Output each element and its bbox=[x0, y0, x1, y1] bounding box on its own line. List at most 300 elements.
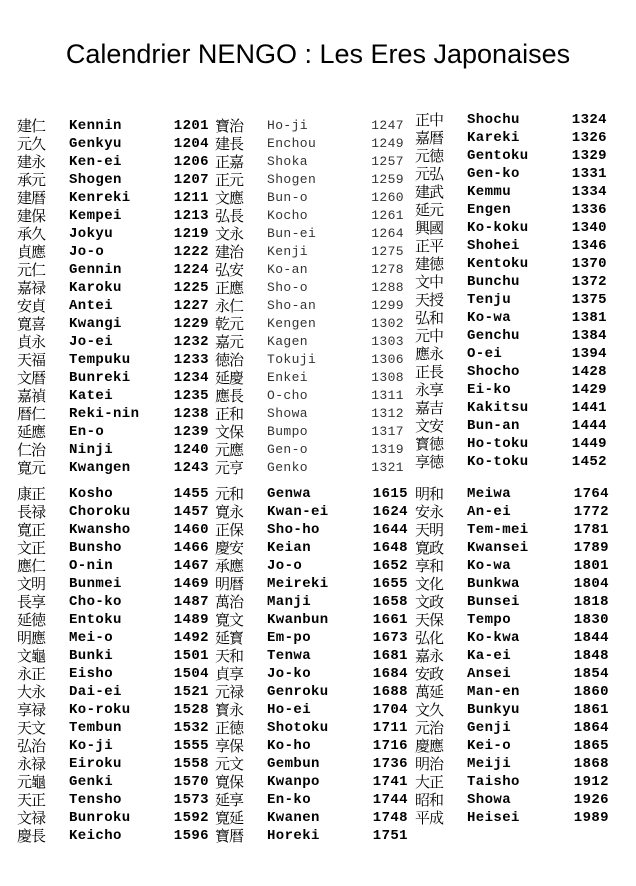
era-kanji: 元禄 bbox=[215, 683, 244, 701]
era-year: 1302 bbox=[371, 316, 404, 331]
era-name: Choroku bbox=[69, 504, 131, 520]
era-row bbox=[215, 279, 404, 297]
era-kanji: 享禄 bbox=[17, 701, 46, 719]
era-kanji: 寛文 bbox=[215, 611, 244, 629]
era-year: 1818 bbox=[573, 594, 609, 610]
era-kanji: 應長 bbox=[215, 387, 244, 405]
era-year: 1469 bbox=[173, 576, 209, 592]
era-kanji: 寳徳 bbox=[415, 435, 444, 453]
era-year: 1346 bbox=[571, 238, 607, 254]
era-name: Ko-ho bbox=[267, 738, 312, 754]
era-name: Kwanbun bbox=[267, 612, 329, 628]
era-row bbox=[415, 435, 607, 453]
era-name: Ko-an bbox=[267, 262, 309, 277]
era-name: An-ei bbox=[467, 504, 512, 520]
era-row bbox=[415, 809, 609, 827]
era-row bbox=[415, 453, 607, 471]
era-name: Enkei bbox=[267, 370, 309, 385]
era-kanji: 長享 bbox=[17, 593, 46, 611]
era-row bbox=[215, 441, 404, 459]
era-row bbox=[17, 225, 209, 243]
era-row bbox=[17, 575, 209, 593]
era-kanji: 嘉吉 bbox=[415, 399, 444, 417]
era-kanji: 弘安 bbox=[215, 261, 244, 279]
era-name: Genki bbox=[69, 774, 114, 790]
era-kanji: 天正 bbox=[17, 791, 46, 809]
era-name: Kakitsu bbox=[467, 400, 529, 416]
era-year: 1868 bbox=[573, 756, 609, 772]
era-name: Kosho bbox=[69, 486, 114, 502]
era-year: 1303 bbox=[371, 334, 404, 349]
era-year: 1801 bbox=[573, 558, 609, 574]
era-name: Kwangen bbox=[69, 460, 131, 476]
era-year: 1573 bbox=[173, 792, 209, 808]
era-year: 1528 bbox=[173, 702, 209, 718]
era-year: 1532 bbox=[173, 720, 209, 736]
era-year: 1489 bbox=[173, 612, 209, 628]
era-row bbox=[17, 557, 209, 575]
page-title: Calendrier NENGO : Les Eres Japonaises bbox=[65, 39, 571, 69]
era-kanji: 延寳 bbox=[215, 629, 244, 647]
era-row bbox=[415, 363, 607, 381]
era-kanji: 建武 bbox=[415, 183, 444, 201]
era-kanji: 元龜 bbox=[17, 773, 46, 791]
era-year: 1234 bbox=[173, 370, 209, 386]
era-kanji: 天文 bbox=[17, 719, 46, 737]
era-year: 1227 bbox=[173, 298, 209, 314]
era-row bbox=[17, 279, 209, 297]
era-year: 1331 bbox=[571, 166, 607, 182]
era-kanji: 承久 bbox=[17, 225, 46, 243]
era-kanji: 文明 bbox=[17, 575, 46, 593]
era-year: 1321 bbox=[371, 460, 404, 475]
era-year: 1592 bbox=[173, 810, 209, 826]
era-name: Jokyu bbox=[69, 226, 114, 242]
era-kanji: 文正 bbox=[17, 539, 46, 557]
era-name: Shochu bbox=[467, 112, 520, 128]
era-kanji: 元久 bbox=[17, 135, 46, 153]
era-name: Genwa bbox=[267, 486, 312, 502]
era-kanji: 明暦 bbox=[215, 575, 244, 593]
era-kanji: 寛喜 bbox=[17, 315, 46, 333]
era-name: Gembun bbox=[267, 756, 320, 772]
era-year: 1487 bbox=[173, 594, 209, 610]
era-name: Kei-o bbox=[467, 738, 512, 754]
era-row bbox=[17, 629, 209, 647]
era-column-2 bbox=[215, 117, 404, 477]
era-year: 1644 bbox=[372, 522, 408, 538]
era-row bbox=[215, 225, 404, 243]
era-year: 1278 bbox=[371, 262, 404, 277]
era-year: 1243 bbox=[173, 460, 209, 476]
era-name: Jo-ko bbox=[267, 666, 312, 682]
era-year: 1211 bbox=[173, 190, 209, 206]
era-row bbox=[415, 201, 607, 219]
era-row bbox=[215, 405, 404, 423]
era-kanji: 建徳 bbox=[415, 255, 444, 273]
era-year: 1467 bbox=[173, 558, 209, 574]
era-row bbox=[415, 575, 609, 593]
era-name: Sho-o bbox=[267, 280, 309, 295]
era-name: Bunreki bbox=[69, 370, 131, 386]
era-year: 1736 bbox=[372, 756, 408, 772]
era-row bbox=[17, 539, 209, 557]
era-year: 1658 bbox=[372, 594, 408, 610]
era-kanji: 弘化 bbox=[415, 629, 444, 647]
era-row bbox=[415, 381, 607, 399]
era-row bbox=[215, 755, 408, 773]
era-name: Ansei bbox=[467, 666, 512, 682]
era-year: 1261 bbox=[371, 208, 404, 223]
era-year: 1372 bbox=[571, 274, 607, 290]
era-kanji: 明和 bbox=[415, 485, 444, 503]
era-row bbox=[215, 575, 408, 593]
era-name: Ho-ei bbox=[267, 702, 312, 718]
era-year: 1624 bbox=[372, 504, 408, 520]
era-name: Shohei bbox=[467, 238, 520, 254]
era-year: 1308 bbox=[371, 370, 404, 385]
era-name: Ko-wa bbox=[467, 310, 512, 326]
era-kanji: 正平 bbox=[415, 237, 444, 255]
era-kanji: 建永 bbox=[17, 153, 46, 171]
era-row bbox=[215, 503, 408, 521]
era-year: 1324 bbox=[571, 112, 607, 128]
era-name: Jo-o bbox=[69, 244, 105, 260]
era-row bbox=[17, 719, 209, 737]
era-name: Shocho bbox=[467, 364, 520, 380]
era-row bbox=[415, 665, 609, 683]
era-year: 1830 bbox=[573, 612, 609, 628]
era-year: 1312 bbox=[371, 406, 404, 421]
era-year: 1741 bbox=[372, 774, 408, 790]
era-year: 1319 bbox=[371, 442, 404, 457]
era-name: Enchou bbox=[267, 136, 317, 151]
era-row bbox=[17, 207, 209, 225]
era-name: Bunkwa bbox=[467, 576, 520, 592]
era-name: Ko-kwa bbox=[467, 630, 520, 646]
era-row bbox=[17, 171, 209, 189]
era-year: 1288 bbox=[371, 280, 404, 295]
era-kanji: 慶長 bbox=[17, 827, 46, 845]
era-row bbox=[17, 189, 209, 207]
era-row bbox=[215, 243, 404, 261]
era-year: 1222 bbox=[173, 244, 209, 260]
era-year: 1336 bbox=[571, 202, 607, 218]
era-kanji: 慶應 bbox=[415, 737, 444, 755]
era-kanji: 元應 bbox=[215, 441, 244, 459]
era-year: 1326 bbox=[571, 130, 607, 146]
era-year: 1615 bbox=[372, 486, 408, 502]
era-kanji: 天和 bbox=[215, 647, 244, 665]
era-year: 1555 bbox=[173, 738, 209, 754]
era-name: Bumpo bbox=[267, 424, 309, 439]
era-name: Tenju bbox=[467, 292, 512, 308]
era-row bbox=[415, 309, 607, 327]
era-name: Jo-o bbox=[267, 558, 303, 574]
era-year: 1912 bbox=[573, 774, 609, 790]
era-name: Bunchu bbox=[467, 274, 520, 290]
era-year: 1751 bbox=[372, 828, 408, 844]
era-name: Kennin bbox=[69, 118, 122, 134]
era-kanji: 寛政 bbox=[415, 539, 444, 557]
era-kanji: 永享 bbox=[415, 381, 444, 399]
era-year: 1764 bbox=[573, 486, 609, 502]
era-name: Kenji bbox=[267, 244, 309, 259]
era-kanji: 寶暦 bbox=[215, 827, 244, 845]
era-year: 1804 bbox=[573, 576, 609, 592]
era-name: Ka-ei bbox=[467, 648, 512, 664]
era-name: Showa bbox=[267, 406, 309, 421]
era-name: Tokuji bbox=[267, 352, 317, 367]
era-kanji: 元仁 bbox=[17, 261, 46, 279]
era-kanji: 元徳 bbox=[415, 147, 444, 165]
era-kanji: 文中 bbox=[415, 273, 444, 291]
era-year: 1681 bbox=[372, 648, 408, 664]
era-kanji: 嘉禎 bbox=[17, 387, 46, 405]
era-year: 1233 bbox=[173, 352, 209, 368]
era-year: 1673 bbox=[372, 630, 408, 646]
era-row bbox=[17, 387, 209, 405]
era-row bbox=[415, 629, 609, 647]
era-year: 1201 bbox=[173, 118, 209, 134]
era-year: 1704 bbox=[372, 702, 408, 718]
era-year: 1441 bbox=[571, 400, 607, 416]
era-kanji: 天授 bbox=[415, 291, 444, 309]
era-kanji: 延享 bbox=[215, 791, 244, 809]
era-kanji: 弘長 bbox=[215, 207, 244, 225]
era-name: Genkyu bbox=[69, 136, 122, 152]
era-name: Kwanpo bbox=[267, 774, 320, 790]
era-kanji: 寛永 bbox=[215, 503, 244, 521]
era-year: 1926 bbox=[573, 792, 609, 808]
era-name: Kareki bbox=[467, 130, 520, 146]
era-row bbox=[17, 117, 209, 135]
era-row bbox=[415, 719, 609, 737]
era-year: 1596 bbox=[173, 828, 209, 844]
era-row bbox=[215, 737, 408, 755]
era-kanji: 正長 bbox=[415, 363, 444, 381]
era-kanji: 享保 bbox=[215, 737, 244, 755]
era-row bbox=[415, 327, 607, 345]
era-name: Ken-ei bbox=[69, 154, 122, 170]
era-year: 1504 bbox=[173, 666, 209, 682]
era-column-1 bbox=[17, 117, 209, 477]
era-name: Bun-an bbox=[467, 418, 520, 434]
era-year: 1381 bbox=[571, 310, 607, 326]
era-row bbox=[215, 485, 408, 503]
era-year: 1334 bbox=[571, 184, 607, 200]
era-name: Sho-an bbox=[267, 298, 317, 313]
era-kanji: 萬治 bbox=[215, 593, 244, 611]
era-year: 1844 bbox=[573, 630, 609, 646]
era-row bbox=[17, 333, 209, 351]
era-name: Kwansho bbox=[69, 522, 131, 538]
era-year: 1229 bbox=[173, 316, 209, 332]
era-name: Showa bbox=[467, 792, 512, 808]
era-kanji: 寛延 bbox=[215, 809, 244, 827]
era-kanji: 康正 bbox=[17, 485, 46, 503]
era-kanji: 大永 bbox=[17, 683, 46, 701]
era-name: Bunkyu bbox=[467, 702, 520, 718]
era-kanji: 天福 bbox=[17, 351, 46, 369]
era-name: Dai-ei bbox=[69, 684, 122, 700]
era-year: 1684 bbox=[372, 666, 408, 682]
era-name: Tembun bbox=[69, 720, 122, 736]
era-year: 1394 bbox=[571, 346, 607, 362]
era-row bbox=[17, 791, 209, 809]
era-year: 1455 bbox=[173, 486, 209, 502]
era-row bbox=[215, 261, 404, 279]
era-year: 1744 bbox=[372, 792, 408, 808]
era-row bbox=[215, 791, 408, 809]
era-year: 1370 bbox=[571, 256, 607, 272]
era-name: Bunsei bbox=[467, 594, 520, 610]
era-row bbox=[415, 291, 607, 309]
era-kanji: 延元 bbox=[415, 201, 444, 219]
era-row bbox=[415, 521, 609, 539]
era-row bbox=[215, 459, 404, 477]
era-row bbox=[415, 773, 609, 791]
era-row bbox=[17, 521, 209, 539]
era-kanji: 長禄 bbox=[17, 503, 46, 521]
era-name: Shogen bbox=[69, 172, 122, 188]
era-kanji: 文應 bbox=[215, 189, 244, 207]
era-name: Ko-roku bbox=[69, 702, 131, 718]
era-row bbox=[415, 737, 609, 755]
era-kanji: 正徳 bbox=[215, 719, 244, 737]
era-name: Meiwa bbox=[467, 486, 512, 502]
era-name: Bun-ei bbox=[267, 226, 317, 241]
era-name: Manji bbox=[267, 594, 312, 610]
era-year: 1989 bbox=[573, 810, 609, 826]
era-kanji: 大正 bbox=[415, 773, 444, 791]
era-kanji: 文保 bbox=[215, 423, 244, 441]
era-row bbox=[415, 755, 609, 773]
era-year: 1652 bbox=[372, 558, 408, 574]
era-kanji: 嘉禄 bbox=[17, 279, 46, 297]
era-kanji: 平成 bbox=[415, 809, 444, 827]
era-name: Antei bbox=[69, 298, 114, 314]
era-kanji: 乾元 bbox=[215, 315, 244, 333]
era-kanji: 昭和 bbox=[415, 791, 444, 809]
era-row bbox=[215, 683, 408, 701]
era-year: 1661 bbox=[372, 612, 408, 628]
era-year: 1207 bbox=[173, 172, 209, 188]
era-year: 1772 bbox=[573, 504, 609, 520]
era-row bbox=[215, 827, 408, 845]
era-kanji: 貞應 bbox=[17, 243, 46, 261]
era-kanji: 永禄 bbox=[17, 755, 46, 773]
era-year: 1460 bbox=[173, 522, 209, 538]
era-year: 1275 bbox=[371, 244, 404, 259]
era-year: 1311 bbox=[371, 388, 404, 403]
era-row bbox=[215, 593, 408, 611]
era-row bbox=[415, 701, 609, 719]
era-row bbox=[215, 701, 408, 719]
era-year: 1306 bbox=[371, 352, 404, 367]
era-kanji: 永仁 bbox=[215, 297, 244, 315]
era-year: 1235 bbox=[173, 388, 209, 404]
era-name: Tempo bbox=[467, 612, 512, 628]
era-year: 1457 bbox=[173, 504, 209, 520]
era-name: Tenwa bbox=[267, 648, 312, 664]
era-name: Em-po bbox=[267, 630, 312, 646]
era-year: 1232 bbox=[173, 334, 209, 350]
era-row bbox=[415, 593, 609, 611]
era-row bbox=[215, 611, 408, 629]
era-name: Shotoku bbox=[267, 720, 329, 736]
era-name: Bunsho bbox=[69, 540, 122, 556]
era-name: Genchu bbox=[467, 328, 520, 344]
era-kanji: 延徳 bbox=[17, 611, 46, 629]
era-kanji: 弘治 bbox=[17, 737, 46, 755]
era-row bbox=[415, 417, 607, 435]
era-name: Tem-mei bbox=[467, 522, 529, 538]
era-name: Eisho bbox=[69, 666, 114, 682]
era-row bbox=[215, 207, 404, 225]
era-row bbox=[415, 503, 609, 521]
era-row bbox=[415, 399, 607, 417]
era-name: Kwangi bbox=[69, 316, 122, 332]
era-kanji: 文安 bbox=[415, 417, 444, 435]
era-name: Ko-ji bbox=[69, 738, 114, 754]
era-year: 1375 bbox=[571, 292, 607, 308]
era-year: 1259 bbox=[371, 172, 404, 187]
era-year: 1340 bbox=[571, 220, 607, 236]
era-name: Kengen bbox=[267, 316, 317, 331]
era-kanji: 建仁 bbox=[17, 117, 46, 135]
era-year: 1219 bbox=[173, 226, 209, 242]
era-year: 1452 bbox=[571, 454, 607, 470]
era-row bbox=[215, 315, 404, 333]
era-row bbox=[17, 351, 209, 369]
era-row bbox=[215, 171, 404, 189]
era-row bbox=[17, 755, 209, 773]
era-row bbox=[415, 683, 609, 701]
era-row bbox=[17, 369, 209, 387]
era-name: Cho-ko bbox=[69, 594, 122, 610]
era-year: 1789 bbox=[573, 540, 609, 556]
era-name: O-nin bbox=[69, 558, 114, 574]
era-name: Ko-koku bbox=[467, 220, 529, 236]
era-row bbox=[17, 809, 209, 827]
era-name: Kocho bbox=[267, 208, 309, 223]
era-name: Ei-ko bbox=[467, 382, 512, 398]
era-name: Kentoku bbox=[467, 256, 529, 272]
era-year: 1260 bbox=[371, 190, 404, 205]
era-row bbox=[215, 117, 404, 135]
era-year: 1848 bbox=[573, 648, 609, 664]
era-kanji: 仁治 bbox=[17, 441, 46, 459]
era-year: 1299 bbox=[371, 298, 404, 313]
era-year: 1317 bbox=[371, 424, 404, 439]
era-row bbox=[17, 665, 209, 683]
era-row bbox=[215, 665, 408, 683]
era-name: Meiji bbox=[467, 756, 512, 772]
era-row bbox=[215, 189, 404, 207]
era-row bbox=[215, 647, 408, 665]
era-name: Gennin bbox=[69, 262, 122, 278]
era-row bbox=[215, 333, 404, 351]
era-kanji: 嘉暦 bbox=[415, 129, 444, 147]
era-row bbox=[17, 701, 209, 719]
era-kanji: 正保 bbox=[215, 521, 244, 539]
era-row bbox=[415, 557, 609, 575]
era-row bbox=[215, 387, 404, 405]
era-name: En-o bbox=[69, 424, 105, 440]
era-kanji: 寛保 bbox=[215, 773, 244, 791]
era-row bbox=[17, 503, 209, 521]
